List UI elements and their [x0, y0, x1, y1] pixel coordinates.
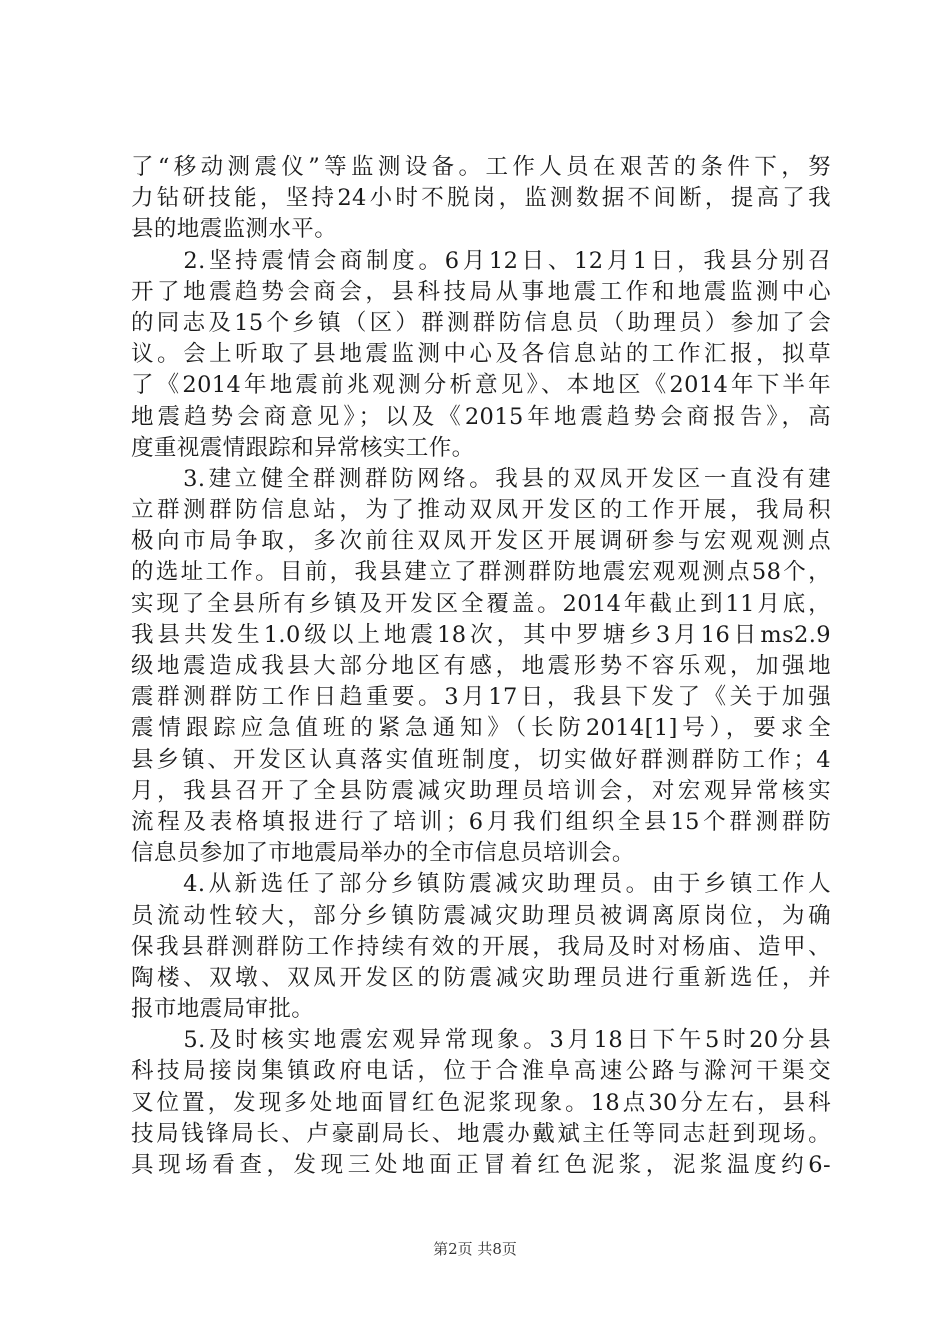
document-line: 实现了全县所有乡镇及开发区全覆盖。2014年截止到11月底， — [131, 590, 831, 617]
document-line: 我县共发生1.0级以上地震18次，其中罗塘乡3月16日ms2.9 — [131, 621, 831, 648]
document-line: 员流动性较大，部分乡镇防震减灾助理员被调离原岗位，为确 — [131, 902, 831, 929]
document-line: 立群测群防信息站，为了推动双凤开发区的工作开展，我局积 — [131, 497, 831, 524]
document-line: 具现场看查，发现三处地面正冒着红色泥浆，泥浆温度约6- — [131, 1152, 831, 1178]
document-line: 震情跟踪应急值班的紧急通知》（长防2014[1]号），要求全 — [131, 715, 831, 742]
document-line: 科技局接岗集镇政府电话，位于合淮阜高速公路与滁河干渠交 — [131, 1058, 831, 1085]
document-line: 5.及时核实地震宏观异常现象。3月18日下午5时20分县 — [131, 1027, 831, 1054]
document-line: 的选址工作。目前，我县建立了群测群防地震宏观观测点58个， — [131, 559, 831, 586]
document-line: 2.坚持震情会商制度。6月12日、12月1日，我县分别召 — [131, 247, 831, 274]
document-line: 震群测群防工作日趋重要。3月17日，我县下发了《关于加强 — [131, 684, 831, 711]
document-line: 陶楼、双墩、双凤开发区的防震减灾助理员进行重新选任，并 — [131, 964, 831, 991]
document-line: 地震趋势会商意见》；以及《2015年地震趋势会商报告》，高 — [131, 403, 831, 430]
document-line: 报市地震局审批。 — [131, 996, 315, 1023]
document-line: 技局钱锋局长、卢豪副局长、地震办戴斌主任等同志赶到现场。 — [131, 1120, 831, 1147]
document-line: 保我县群测群防工作持续有效的开展，我局及时对杨庙、造甲、 — [131, 933, 831, 960]
document-line: 级地震造成我县大部分地区有感，地震形势不容乐观，加强地 — [131, 653, 831, 679]
document-line: 3.建立健全群测群防网络。我县的双凤开发区一直没有建 — [131, 465, 831, 492]
document-body — [131, 152, 831, 1181]
document-line: 了《2014年地震前兆观测分析意见》、本地区《2014年下半年 — [131, 372, 831, 399]
document-line: 信息员参加了市地震局举办的全市信息员培训会。 — [131, 840, 635, 867]
document-line: 了“移动测震仪”等监测设备。工作人员在艰苦的条件下，努 — [131, 154, 831, 180]
document-line: 极向市局争取，多次前往双凤开发区开展调研参与宏观观测点 — [131, 528, 831, 555]
document-line: 县乡镇、开发区认真落实值班制度，切实做好群测群防工作；4 — [131, 746, 831, 773]
document-line: 叉位置，发现多处地面冒红色泥浆现象。18点30分左右，县科 — [131, 1089, 831, 1116]
document-line: 4.从新选任了部分乡镇防震减灾助理员。由于乡镇工作人 — [131, 871, 831, 898]
document-line: 开了地震趋势会商会，县科技局从事地震工作和地震监测中心 — [131, 278, 831, 305]
document-line: 议。会上听取了县地震监测中心及各信息站的工作汇报，拟草 — [131, 341, 831, 368]
document-line: 县的地震监测水平。 — [131, 216, 338, 243]
document-line: 力钻研技能，坚持24小时不脱岗，监测数据不间断，提高了我 — [131, 185, 831, 212]
document-line: 度重视震情跟踪和异常核实工作。 — [131, 434, 475, 461]
document-line: 的同志及15个乡镇（区）群测群防信息员（助理员）参加了会 — [131, 309, 831, 336]
document-line: 月，我县召开了全县防震减灾助理员培训会，对宏观异常核实 — [131, 777, 831, 804]
document-line: 流程及表格填报进行了培训；6月我们组织全县15个群测群防 — [131, 808, 831, 835]
page-footer: 第2页 共8页 — [433, 1240, 517, 1258]
